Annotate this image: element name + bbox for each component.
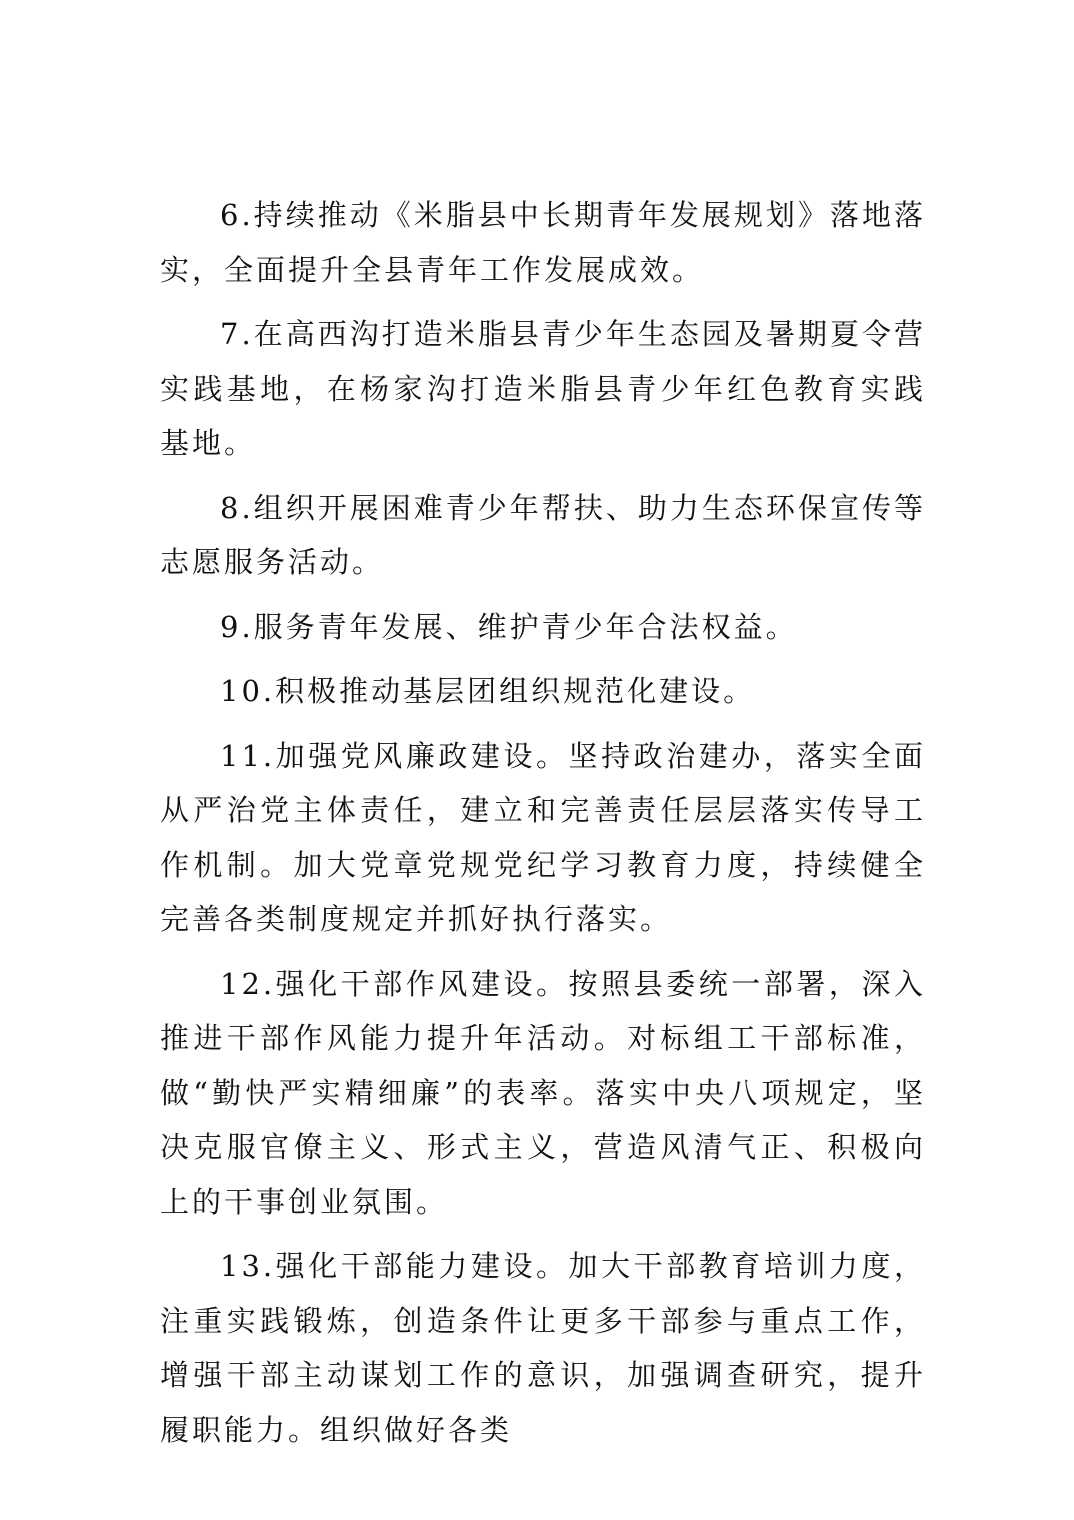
paragraph-item-9: 9.服务青年发展、维护青少年合法权益。 (220, 609, 798, 644)
document-body (160, 188, 926, 1467)
paragraph-item-10: 10.积极推动基层团组织规范化建设。 (220, 674, 756, 708)
paragraph-item-7: 7.在高西沟打造米脂县青少年生态园及暑期夏令营实践基地，在杨家沟打造米脂县青少年红色教育实践基地。 (160, 317, 926, 460)
paragraph-item-11: 11.加强党风廉政建设。坚持政治建办，落实全面从严治党主体责任，建立和完善责任层层落实传导工作机制。加大党章党规党纪学习教育力度，持续健全完善各类制度规定并抓好执行落实。 (160, 738, 926, 936)
paragraph-item-6: 6.持续推动《米脂县中长期青年发展规划》落地落实，全面提升全县青年工作发展成效。 (160, 198, 926, 287)
paragraph-item-12: 12.强化干部作风建设。按照县委统一部署，深入推进干部作风能力提升年活动。对标组工干部标准，做“勤快严实精细廉”的表率。落实中央八项规定，坚决克服官僚主义、形式主义，营造风清气正、积极向上的干事创业氛围。 (160, 966, 926, 1219)
paragraph-item-13: 13.强化干部能力建设。加大干部教育培训力度，注重实践锻炼，创造条件让更多干部参与重点工作，增强干部主动谋划工作的意识，加强调查研究，提升履职能力。组织做好各类 (160, 1249, 926, 1447)
paragraph-item-8: 8.组织开展困难青少年帮扶、助力生态环保宣传等志愿服务活动。 (160, 490, 926, 579)
